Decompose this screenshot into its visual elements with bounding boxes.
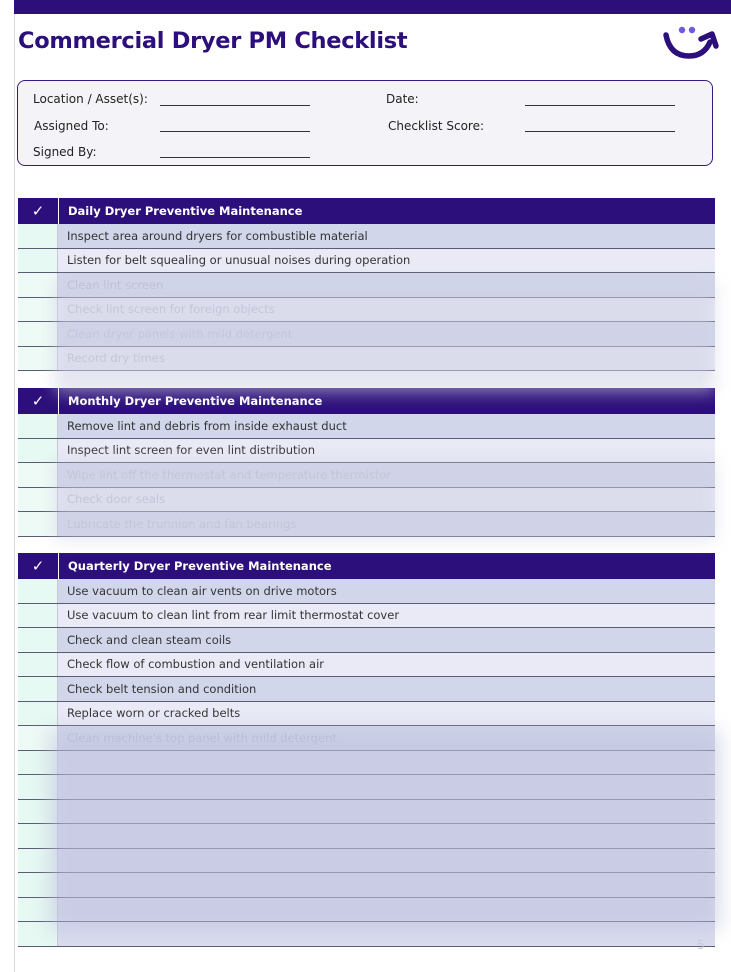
- checklist-row: [18, 653, 715, 678]
- checkbox-cell[interactable]: [18, 224, 58, 248]
- checklist-row: [18, 628, 715, 653]
- top-accent-bar: [14, 0, 731, 14]
- checklist-row: [18, 702, 715, 727]
- assigned-field[interactable]: [160, 131, 310, 132]
- task-text: Listen for belt squealing or unusual noises during operation: [58, 249, 715, 273]
- section-header: [18, 198, 715, 224]
- score-label: Checklist Score:: [388, 119, 485, 133]
- task-text: Inspect area around dryers for combustible material: [58, 224, 715, 248]
- page-number: 5: [697, 938, 705, 952]
- task-text: Replace worn or cracked belts: [58, 702, 715, 726]
- checkbox-cell[interactable]: [18, 439, 58, 463]
- assigned-label: Assigned To:: [34, 119, 109, 133]
- checkbox-cell[interactable]: [18, 677, 58, 701]
- task-text: Check flow of combustion and ventilation air: [58, 653, 715, 677]
- blur-overlay: [55, 460, 715, 540]
- section-title: Daily Dryer Preventive Maintenance: [68, 204, 303, 218]
- check-mark-icon: ✓: [18, 388, 59, 414]
- left-margin-rule: [14, 14, 15, 972]
- checklist-row: [18, 414, 715, 439]
- blur-overlay: [50, 730, 720, 930]
- task-text: Check belt tension and condition: [58, 677, 715, 701]
- checkbox-cell[interactable]: [18, 628, 58, 652]
- info-box: [17, 80, 713, 166]
- checkbox-cell[interactable]: [18, 414, 58, 438]
- check-mark-icon: ✓: [18, 553, 59, 579]
- checkbox-cell[interactable]: [18, 653, 58, 677]
- checklist-row: [18, 579, 715, 604]
- checkbox-cell[interactable]: [18, 298, 58, 322]
- blur-overlay: [55, 283, 715, 393]
- section-title: Monthly Dryer Preventive Maintenance: [68, 394, 323, 408]
- checklist-row: [18, 249, 715, 274]
- checkbox-cell[interactable]: [18, 322, 58, 346]
- signed-label: Signed By:: [33, 145, 97, 159]
- location-label: Location / Asset(s):: [33, 92, 148, 106]
- checklist-row: [18, 677, 715, 702]
- score-field[interactable]: [525, 131, 675, 132]
- checklist-row: [18, 224, 715, 249]
- smile-arrow-logo-icon: [660, 20, 720, 62]
- task-text: Inspect lint screen for even lint distribution: [58, 439, 715, 463]
- location-field[interactable]: [160, 105, 310, 106]
- check-mark-icon: ✓: [18, 198, 59, 224]
- task-text: Remove lint and debris from inside exhaust duct: [58, 414, 715, 438]
- checkbox-cell[interactable]: [18, 702, 58, 726]
- checkbox-cell[interactable]: [18, 463, 58, 487]
- checkbox-cell[interactable]: [18, 273, 58, 297]
- date-label: Date:: [386, 92, 419, 106]
- checklist-row: [18, 604, 715, 629]
- checkbox-cell[interactable]: [18, 249, 58, 273]
- checkbox-cell[interactable]: [18, 604, 58, 628]
- checkbox-cell[interactable]: [18, 347, 58, 371]
- task-text: Use vacuum to clean air vents on drive motors: [58, 579, 715, 603]
- task-text: Check and clean steam coils: [58, 628, 715, 652]
- checkbox-cell[interactable]: [18, 579, 58, 603]
- checkbox-cell[interactable]: [18, 512, 58, 536]
- date-field[interactable]: [525, 105, 675, 106]
- section-header: [18, 553, 715, 579]
- page-title: Commercial Dryer PM Checklist: [18, 28, 408, 54]
- task-text: Use vacuum to clean lint from rear limit thermostat cover: [58, 604, 715, 628]
- checkbox-cell[interactable]: [18, 488, 58, 512]
- section-title: Quarterly Dryer Preventive Maintenance: [68, 559, 332, 573]
- signed-field[interactable]: [160, 157, 310, 158]
